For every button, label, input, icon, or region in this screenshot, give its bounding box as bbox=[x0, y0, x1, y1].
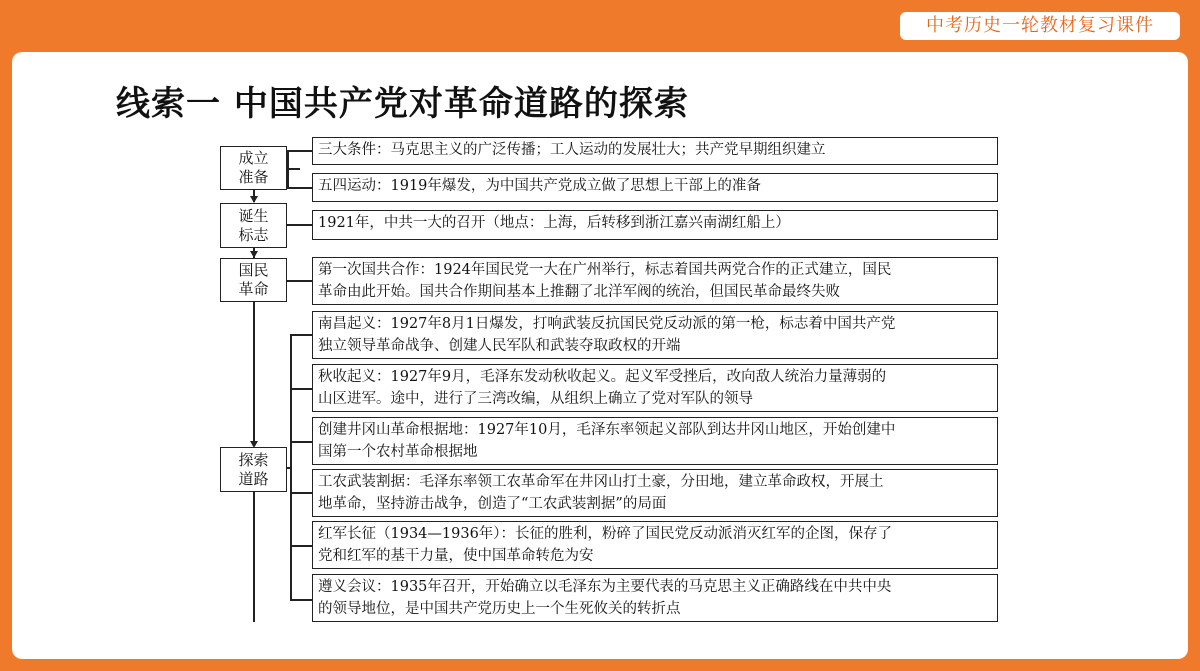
content-box bbox=[312, 521, 998, 569]
content-box bbox=[312, 210, 998, 240]
node-label: 成立 bbox=[238, 149, 269, 167]
box-text: 创建井冈山革命根据地：1927年10月，毛泽东率领起义部队到达井冈山地区，开始创建中 bbox=[318, 422, 896, 438]
box-text: 地革命，坚持游击战争，创造了“工农武装割据”的局面 bbox=[318, 496, 667, 512]
connector bbox=[287, 168, 300, 170]
connector bbox=[290, 545, 313, 547]
connector bbox=[290, 388, 313, 390]
node-label: 道路 bbox=[238, 469, 269, 488]
node-label: 国民 bbox=[238, 261, 269, 279]
box-text: 秋收起义：1927年9月，毛泽东发动秋收起义。起义军受挫后，改向敌人统治力量薄弱的 bbox=[318, 369, 887, 385]
node-birth-marker bbox=[220, 203, 287, 248]
content-box bbox=[312, 469, 998, 517]
box-text: 三大条件：马克思主义的广泛传播；工人运动的发展壮大；共产党早期组织建立 bbox=[318, 142, 826, 158]
connector bbox=[287, 150, 312, 152]
connector bbox=[290, 492, 313, 494]
box-text: 革命由此开始。国共合作期间基本上推翻了北洋军阀的统治，但国民革命最终失败 bbox=[318, 284, 840, 300]
connector bbox=[287, 467, 291, 469]
node-label: 准备 bbox=[238, 168, 269, 186]
connector bbox=[290, 334, 313, 336]
content-box bbox=[312, 574, 998, 622]
content-box bbox=[312, 364, 998, 412]
box-text: 山区进军。途中，进行了三湾改编，从组织上确立了党对军队的领导 bbox=[318, 391, 753, 407]
box-text: 南昌起义：1927年8月1日爆发，打响武装反抗国民党反动派的第一枪，标志着中国共产党 bbox=[318, 316, 896, 332]
box-text: 第一次国共合作：1924年国民党一大在广州举行，标志着国共两党合作的正式建立，国民 bbox=[318, 262, 892, 278]
content-box bbox=[312, 137, 998, 165]
content-box bbox=[312, 257, 998, 305]
box-text: 独立领导革命战争、创建人民军队和武装夺取政权的开端 bbox=[318, 338, 681, 354]
connector bbox=[287, 224, 312, 226]
spine-line bbox=[253, 492, 255, 622]
box-text: 党和红军的基干力量，使中国革命转危为安 bbox=[318, 548, 594, 564]
node-label: 诞生 bbox=[238, 206, 269, 225]
content-box bbox=[312, 311, 998, 359]
box-text: 的领导地位，是中国共产党历史上一个生死攸关的转折点 bbox=[318, 601, 681, 617]
connector bbox=[287, 280, 312, 282]
node-label: 革命 bbox=[238, 280, 269, 298]
node-label: 标志 bbox=[238, 225, 269, 244]
connector bbox=[290, 599, 313, 601]
spine-line bbox=[253, 302, 255, 446]
node-label: 探索 bbox=[238, 450, 269, 469]
box-text: 红军长征（1934—1936年）：长征的胜利，粉碎了国民党反动派消灭红军的企图，保存了 bbox=[318, 526, 893, 542]
content-box bbox=[312, 417, 998, 465]
connector bbox=[287, 187, 312, 189]
box-text: 工农武装割据：毛泽东率领工农革命军在井冈山打土豪，分田地，建立革命政权，开展土 bbox=[318, 474, 884, 490]
box-text: 1921年，中共一大的召开（地点：上海，后转移到浙江嘉兴南湖红船上） bbox=[318, 215, 790, 231]
box-text: 遵义会议：1935年召开，开始确立以毛泽东为主要代表的马克思主义正确路线在中共中央 bbox=[318, 579, 892, 595]
arrow-down-icon bbox=[250, 196, 258, 203]
content-box bbox=[312, 173, 998, 202]
arrow-down-icon bbox=[250, 251, 258, 258]
connector bbox=[290, 441, 313, 443]
course-badge: 中考历史一轮教材复习课件 bbox=[900, 12, 1180, 40]
node-founding-preparation bbox=[220, 146, 287, 190]
page-title: 线索一 中国共产党对革命道路的探索 bbox=[116, 84, 689, 124]
box-text: 国第一个农村革命根据地 bbox=[318, 444, 478, 460]
node-exploring-path bbox=[220, 447, 287, 492]
node-national-revolution bbox=[220, 258, 287, 302]
box-text: 五四运动：1919年爆发，为中国共产党成立做了思想上干部上的准备 bbox=[318, 178, 761, 194]
